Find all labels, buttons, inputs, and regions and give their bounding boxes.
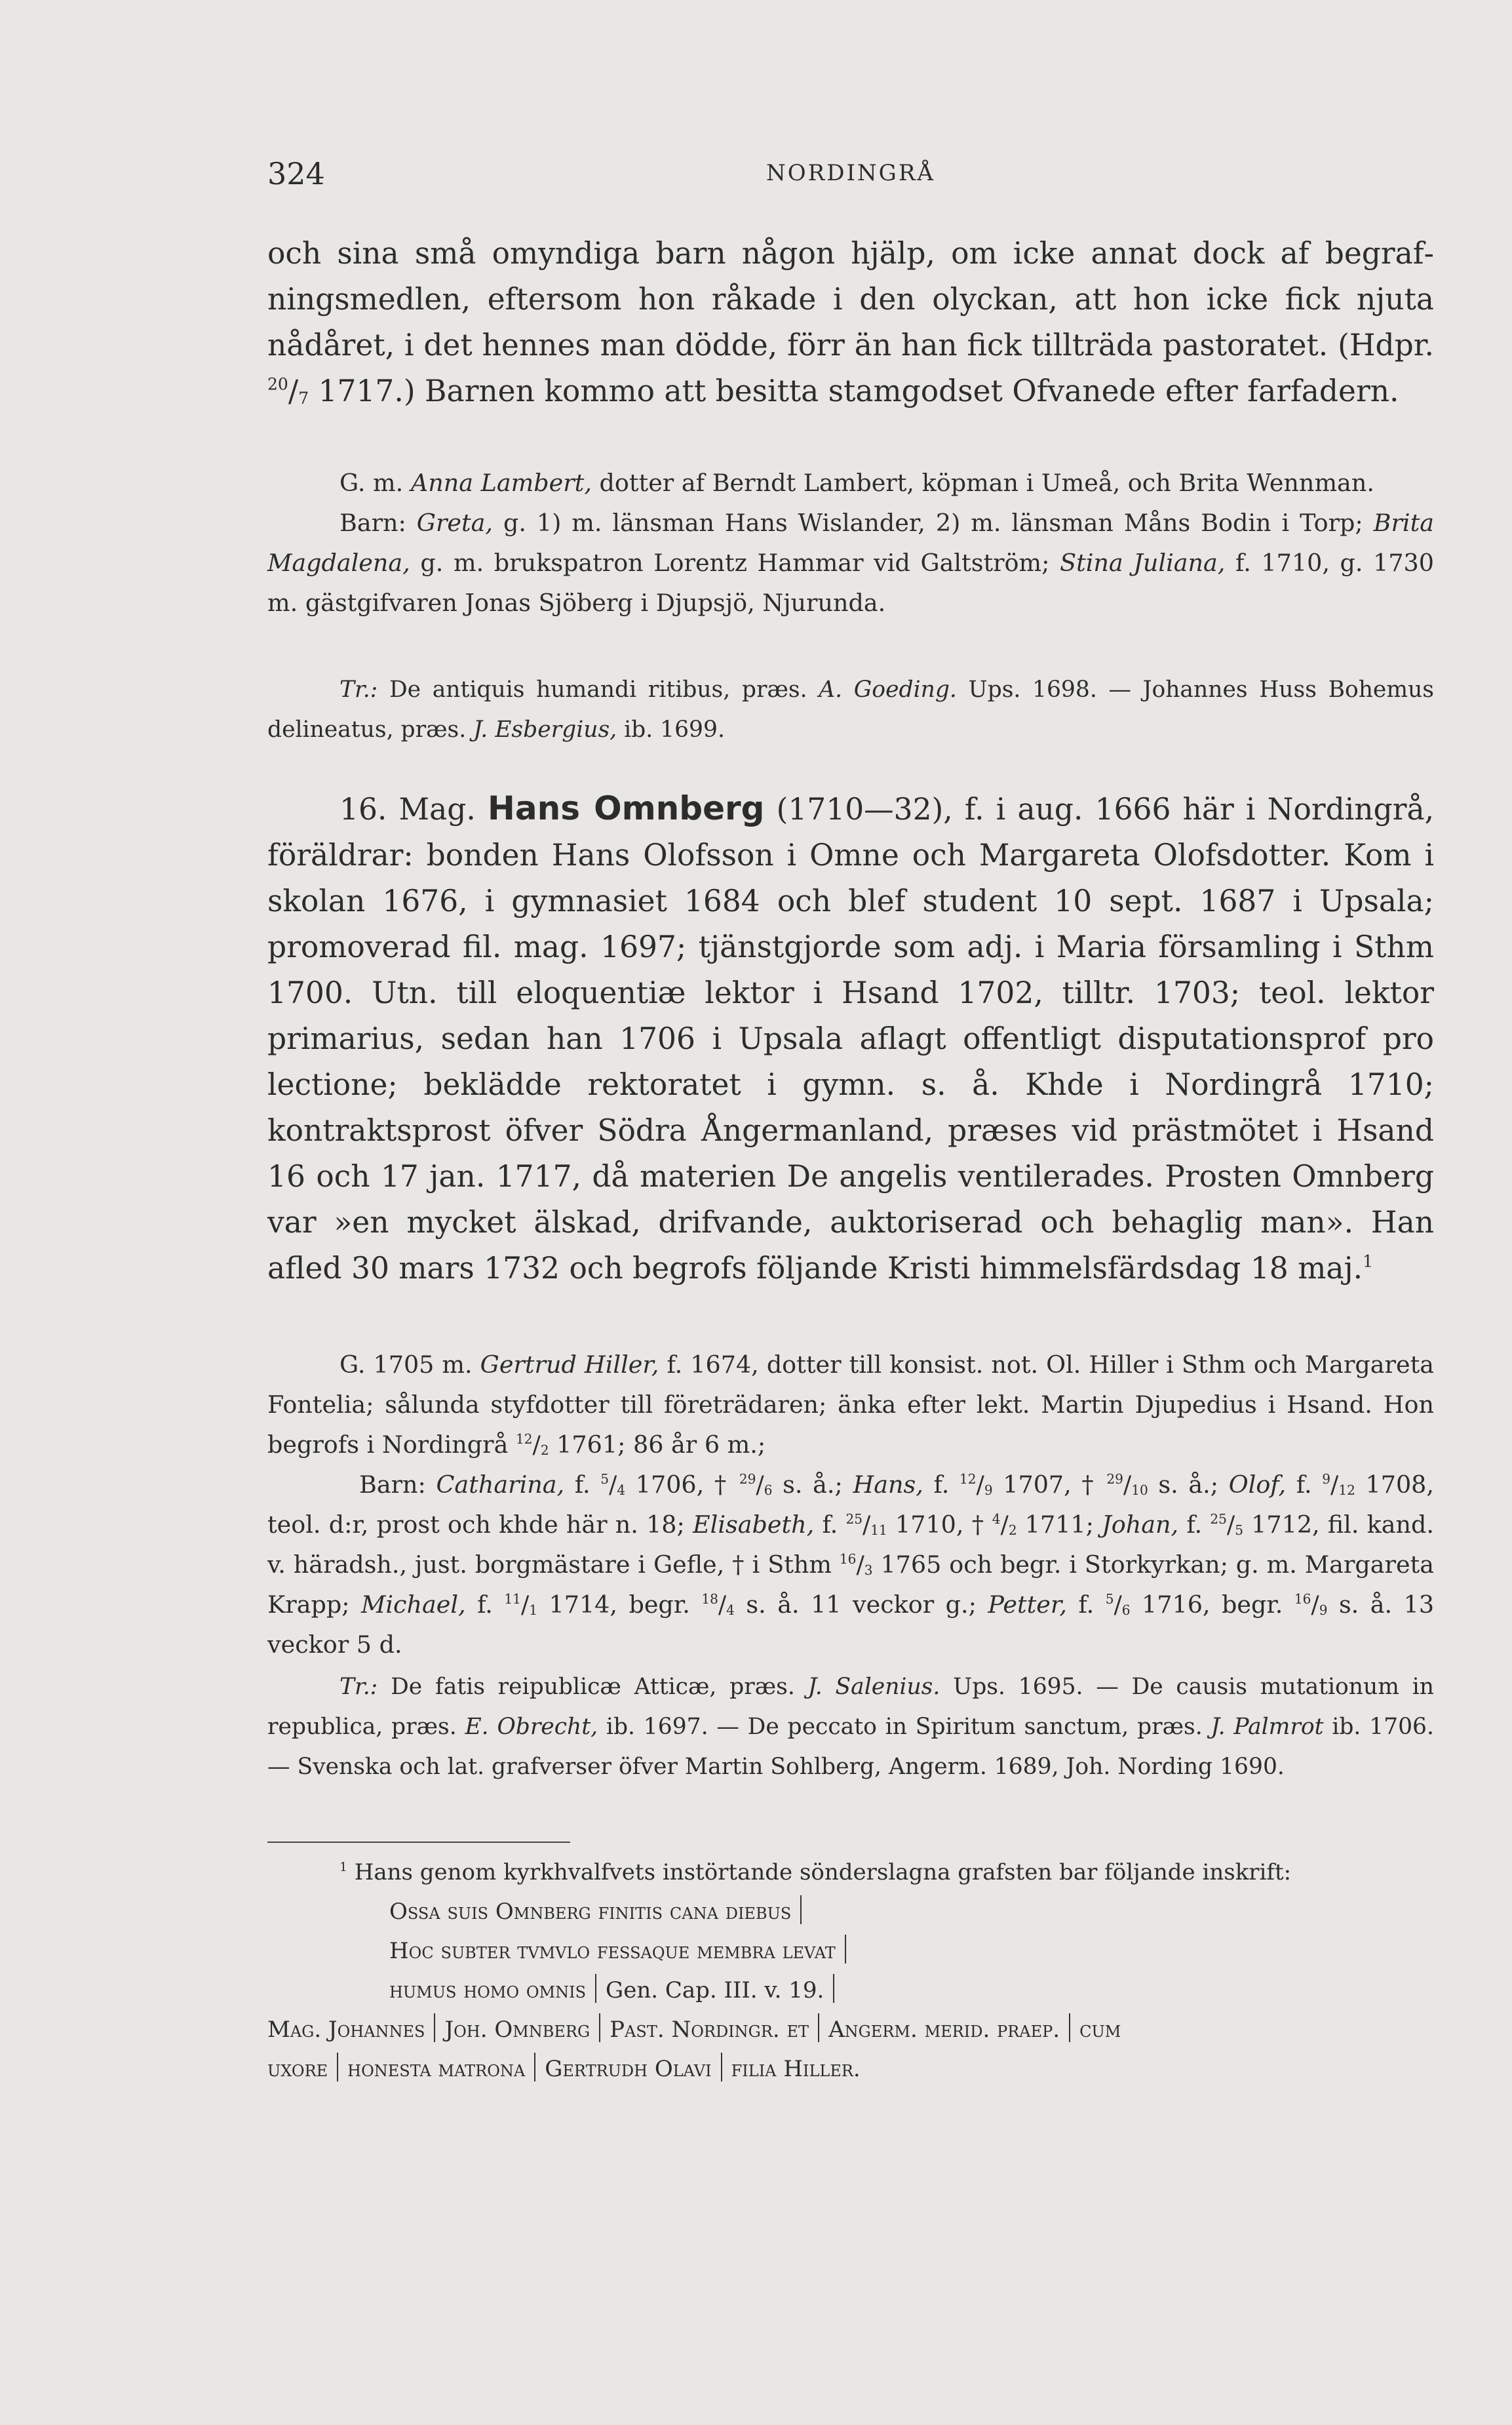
running-title: NORDINGRÅ bbox=[766, 160, 935, 186]
tryck-note-2: Tr.: De fatis reipublicæ Atticæ, præs. J. Salenius. Ups. 1695. — De causis mutationum in republica, præs. E. Obrecht, ib. 1697. — De peccato in Spiritum sanctum, præs. J. Palmrot ib. 1706. — Svenska och lat. grafverser öfver Martin Sohlberg, Angerm. 1689, Joh. Nording 1690. bbox=[267, 1674, 1434, 1780]
page-number: 324 bbox=[267, 156, 325, 191]
line-divider bbox=[337, 2053, 338, 2081]
footnote-divider bbox=[267, 1842, 570, 1843]
line-divider bbox=[599, 2013, 600, 2042]
intro-paragraph: och sina små omyndiga barn någon hjälp, om icke annat dock af begrafningsmedlen, eftersom hon råkade i den olyckan, att hon icke fick njuta nådåret, i det hennes man dödde, förr än han fick tillträda pastoratet. (Hdpr. $^{20}/_7$ 1717.) Barnen kommo att besitta stamgodset Ofvanede efter farfadern. bbox=[267, 236, 1434, 408]
wife-note-2: G. 1705 m. Gertrud Hiller, f. 1674, dotter till konsist. not. Ol. Hiller i Sthm och Margareta Fontelia; sålunda styfdotter till företrädaren; änka efter lekt. Martin Djupedius i Hsand. Hon begrofs i Nordingrå $^{12}/_2$ 1761; 86 år 6 m.; Barn: Catharina, f. $^5/_4$ 1706, † $^{29}/_6$ s. å.; Hans, f. $^{12}/_9$ 1707, † $^{29}/_{10}$ s. å.; Olof, f. $^9/_{12}$ 1708, teol. d:r, prost och khde här n. 18; Elisabeth, f. $^{25}/_{11}$ 1710, † $^4/_2$ 1711; Johan, f. $^{25}/_5$ 1712, fil. kand. v. häradsh., just. borgmästare i Gefle, † i Sthm $^{16}/_3$ 1765 och begr. i Storkyrkan; g. m. Margareta Krapp; Michael, f. $^{11}/_1$ 1714, begr. $^{18}/_4$ s. å. 11 veckor g.; Petter, f. $^5/_6$ 1716, begr. $^{16}/_9$ s. å. 13 veckor 5 d. bbox=[267, 1351, 1435, 1659]
line-divider bbox=[818, 2013, 819, 2042]
inscription-line: Hoc subter tvmvlo fessaque membra levat bbox=[389, 1938, 836, 1964]
tryck-note: Tr.: De antiquis humandi ritibus, præs. A. Goeding. Ups. 1698. — Johannes Huss Bohemus delineatus, præs. J. Esbergius, ib. 1699. bbox=[267, 677, 1434, 743]
footnote: $^1$ Hans genom kyrkhvalfvets instörtande sönderslagna grafsten bar följande inskrift: Ossa suis Omnberg finitis cana diebus Hoc subter tvmvlo fessaque membra levat humus homo omnis Gen. Cap. III. v. 19. Mag. Johannes Joh. Omnberg Past. Nordingr. et Angerm. merid. praep. cum uxore honesta matrona Gertrudh Olavi filia Hiller. bbox=[267, 1859, 1292, 2082]
line-divider bbox=[845, 1935, 846, 1963]
entry-16: 16. Mag. Hans Omnberg (1710—32), f. i aug. 1666 här i Nordingrå, föräldrar: bonden Hans Olofsson i Omne och Margareta Olofsdotter. Kom i skolan 1676, i gymnasiet 1684 och blef student 10 sept. 1687 i Upsala; promoverad fil. mag. 1697; tjänstgjorde som adj. i Maria församling i Sthm 1700. Utn. till eloquentiæ lektor i Hsand 1702, tilltr. 1703; teol. lektor primarius, sedan han 1706 i Upsala aflagt offentligt disputationsprof pro lectione; beklädde rektoratet i gymn. s. å. Khde i Nordingrå 1710; kontraktsprost öfver Södra Ångermanland, præses vid prästmötet i Hsand 16 och 17 jan. 1717, då materien De angelis ventilerades. Prosten Omnberg var »en mycket älskad, drifvande, auktoriserad och behaglig man». Han afled 30 mars 1732 och begrofs följande Kristi himmelsfärdsdag 18 maj.$^1$ bbox=[267, 789, 1435, 1286]
line-divider bbox=[434, 2013, 435, 2042]
line-divider bbox=[800, 1895, 802, 1924]
line-divider bbox=[595, 1974, 596, 2003]
wife-note: G. m. Anna Lambert, dotter af Berndt Lambert, köpman i Umeå, och Brita Wennman. Barn: Greta, g. 1) m. länsman Hans Wislander, 2) m. länsman Måns Bodin i Torp; Brita Magdalena, g. m. brukspatron Lorentz Hammar vid Galtström; Stina Juliana, f. 1710, g. 1730 m. gästgifvaren Jonas Sjöberg i Djupsjö, Njurunda. bbox=[267, 469, 1434, 617]
footnote-ref: 1 bbox=[1363, 1252, 1373, 1271]
footnote-mark: 1 bbox=[339, 1860, 347, 1874]
line-divider bbox=[1069, 2013, 1070, 2042]
line-divider bbox=[833, 1974, 834, 2003]
inscription-line: humus homo omnis bbox=[389, 1977, 587, 2003]
line-divider bbox=[534, 2053, 535, 2081]
inscription-line: Ossa suis Omnberg finitis cana diebus bbox=[389, 1899, 792, 1925]
entry-number: 16. bbox=[339, 792, 387, 827]
entry-name: Hans Omnberg bbox=[488, 789, 765, 827]
line-divider bbox=[721, 2053, 722, 2081]
running-header bbox=[267, 156, 1434, 195]
